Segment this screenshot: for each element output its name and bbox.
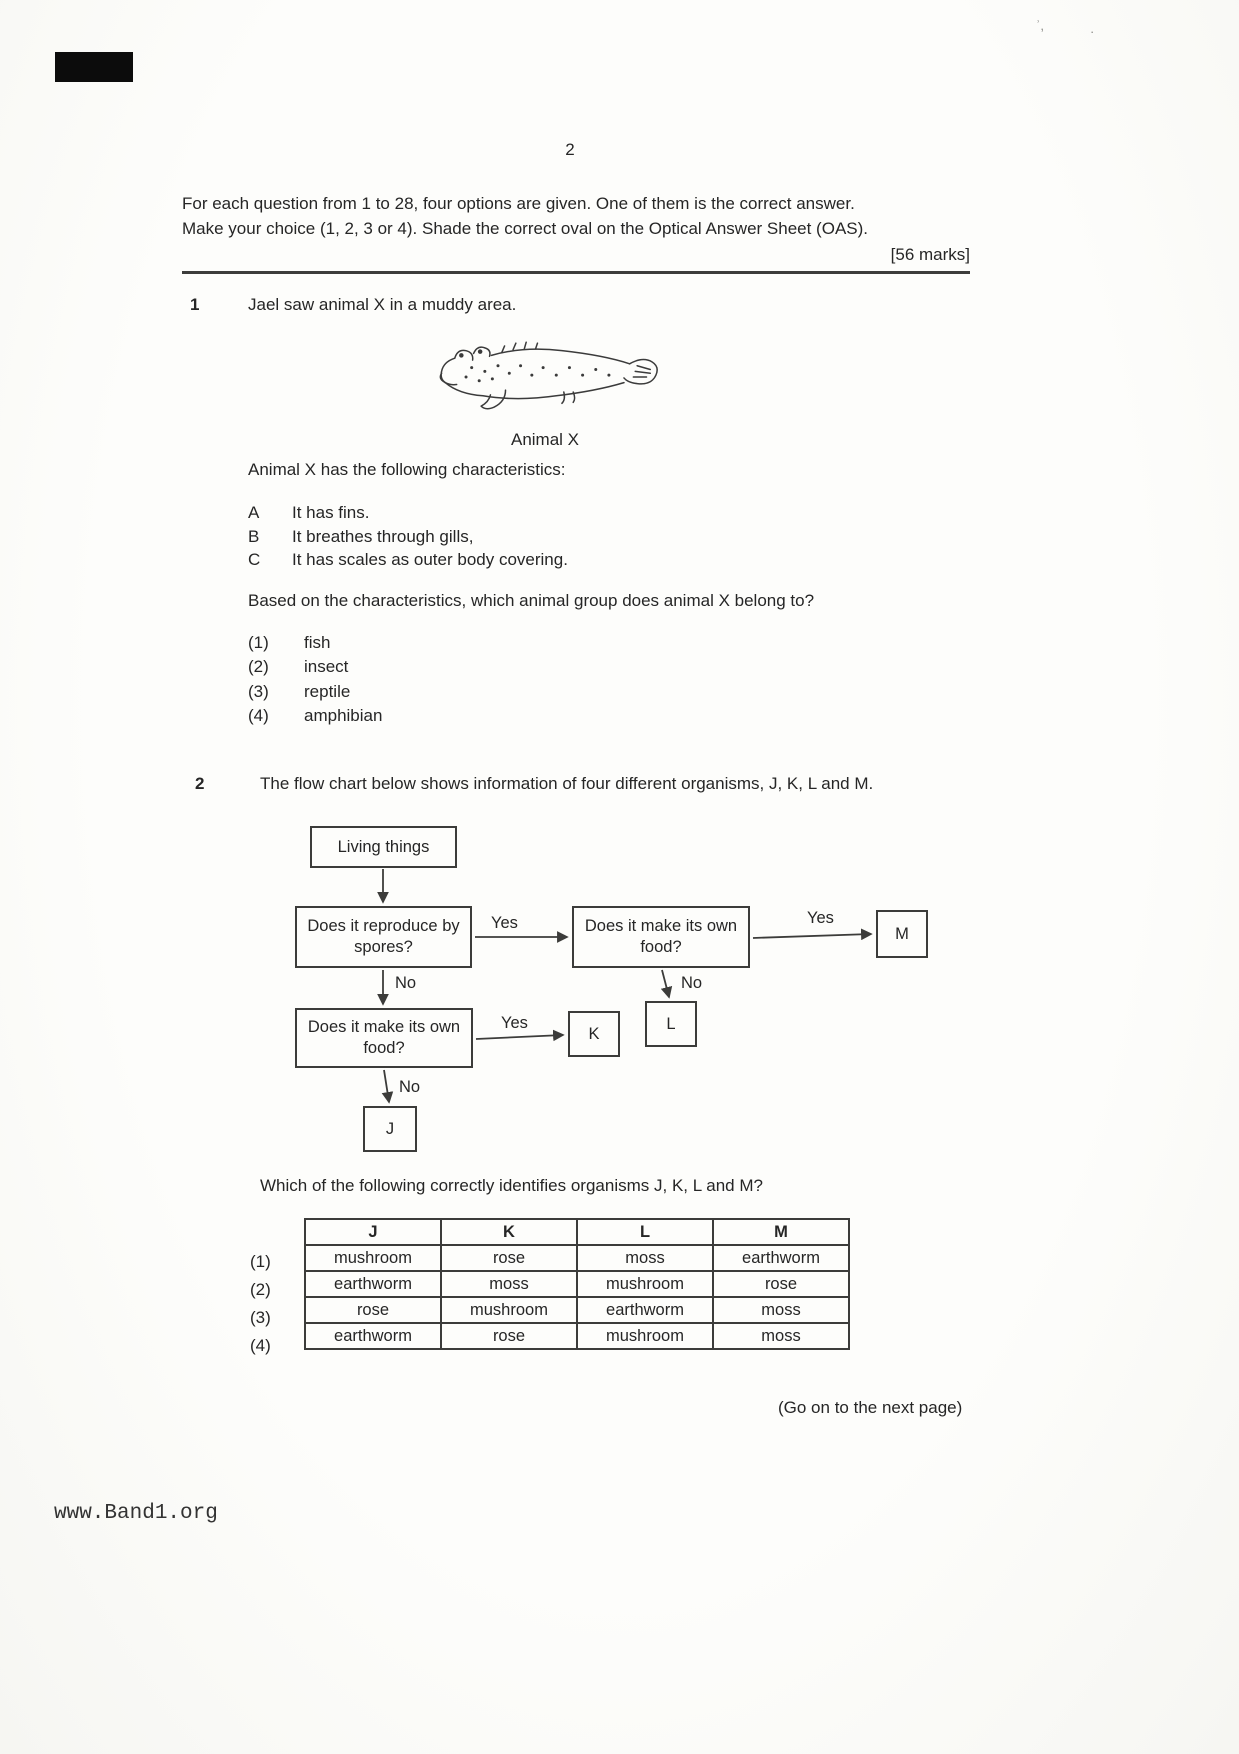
characteristics-intro: Animal X has the following characteristics: <box>248 460 566 479</box>
table-cell: rose <box>441 1245 577 1271</box>
flowchart-no-label: No <box>681 974 703 992</box>
table-cell: moss <box>577 1245 713 1271</box>
question-1-options <box>248 631 382 729</box>
option-row <box>248 704 382 728</box>
flowchart <box>295 822 945 1167</box>
question-1-stem: Jael saw animal X in a muddy area. <box>248 295 517 314</box>
characteristic-text: It has fins. <box>292 503 370 522</box>
column-header: M <box>713 1219 849 1245</box>
table-row <box>305 1271 849 1297</box>
animal-x-figure <box>404 330 686 450</box>
footer-watermark: www.Band1.org <box>54 1502 218 1525</box>
option-text: insect <box>304 657 349 677</box>
flowchart-yes-label: Yes <box>491 914 518 932</box>
characteristic-row <box>248 525 568 549</box>
redaction-box <box>55 52 133 82</box>
flowchart-node-k: K <box>568 1011 620 1057</box>
instructions-block <box>182 192 970 274</box>
table-cell: earthworm <box>305 1323 441 1349</box>
flowchart-yes-label: Yes <box>501 1014 528 1032</box>
table-cell: earthworm <box>305 1271 441 1297</box>
answer-table-block <box>250 1218 850 1360</box>
table-cell: mushroom <box>577 1323 713 1349</box>
flowchart-no-label: No <box>399 1078 421 1096</box>
instructions-line1: For each question from 1 to 28, four options are given. One of them is the correct answer. <box>182 194 855 213</box>
column-header: L <box>577 1219 713 1245</box>
table-header-row <box>305 1219 849 1245</box>
column-header: J <box>305 1219 441 1245</box>
table-cell: rose <box>441 1323 577 1349</box>
table-cell: moss <box>441 1271 577 1297</box>
characteristic-label: C <box>248 550 261 570</box>
table-cell: mushroom <box>577 1271 713 1297</box>
page-number: 2 <box>565 140 575 159</box>
option-row <box>248 655 382 679</box>
table-cell: moss <box>713 1297 849 1323</box>
flowchart-node-spores-question: Does it reproduce by spores? <box>295 906 472 968</box>
flowchart-node-l: L <box>645 1001 697 1047</box>
option-label: (3) <box>250 1308 271 1327</box>
table-cell: earthworm <box>577 1297 713 1323</box>
question-1-number: 1 <box>190 295 200 314</box>
table-cell: mushroom <box>305 1245 441 1271</box>
table-cell: moss <box>713 1323 849 1349</box>
option-label: (3) <box>248 681 269 701</box>
animal-x-illustration <box>419 330 671 424</box>
characteristic-row <box>248 501 568 525</box>
question-1-prompt: Based on the characteristics, which animal group does animal X belong to? <box>248 591 815 610</box>
flowchart-node-living-things: Living things <box>310 826 457 868</box>
marks-label: [56 marks] <box>890 245 970 264</box>
answer-table <box>304 1218 850 1350</box>
option-text: fish <box>304 633 331 652</box>
table-cell: earthworm <box>713 1245 849 1271</box>
flowchart-node-j: J <box>363 1106 417 1152</box>
pen-mark: · <box>1090 24 1095 39</box>
answer-row-labels <box>250 1218 304 1360</box>
animal-x-caption: Animal X <box>510 430 580 449</box>
column-header: K <box>441 1219 577 1245</box>
option-label: (1) <box>248 633 269 652</box>
table-row <box>305 1297 849 1323</box>
flowchart-node-food-question-top: Does it make its own food? <box>572 906 750 968</box>
table-cell: rose <box>305 1297 441 1323</box>
flowchart-node-m: M <box>876 910 928 958</box>
option-row <box>248 680 382 704</box>
characteristic-label: A <box>248 503 260 522</box>
instructions-line2: Make your choice (1, 2, 3 or 4). Shade the correct oval on the Optical Answer Sheet (OAS). <box>182 218 869 238</box>
table-cell: mushroom <box>441 1297 577 1323</box>
question-2-number: 2 <box>195 774 205 793</box>
characteristic-text: It has scales as outer body covering. <box>292 550 568 570</box>
option-label: (4) <box>248 706 269 726</box>
table-cell: rose <box>713 1271 849 1297</box>
option-label: (2) <box>250 1280 271 1299</box>
characteristic-text: It breathes through gills, <box>292 526 474 546</box>
characteristic-row <box>248 548 568 572</box>
question-2-prompt: Which of the following correctly identifies organisms J, K, L and M? <box>260 1176 763 1195</box>
flowchart-no-label: No <box>395 974 417 992</box>
go-on-note: (Go on to the next page) <box>778 1398 963 1417</box>
option-row <box>248 631 382 655</box>
table-row <box>305 1323 849 1349</box>
option-label: (2) <box>248 657 269 677</box>
pen-mark: ʾ, <box>1036 18 1044 33</box>
question-2-stem: The flow chart below shows information of four different organisms, J, K, L and M. <box>260 774 874 793</box>
table-row <box>305 1245 849 1271</box>
flowchart-node-food-question-bottom: Does it make its own food? <box>295 1008 473 1068</box>
option-label: (4) <box>250 1336 271 1355</box>
option-label: (1) <box>250 1252 271 1271</box>
characteristic-label: B <box>248 526 260 546</box>
characteristics-list <box>248 501 568 572</box>
option-text: amphibian <box>304 706 383 726</box>
flowchart-yes-label: Yes <box>807 909 834 927</box>
option-text: reptile <box>304 681 351 701</box>
